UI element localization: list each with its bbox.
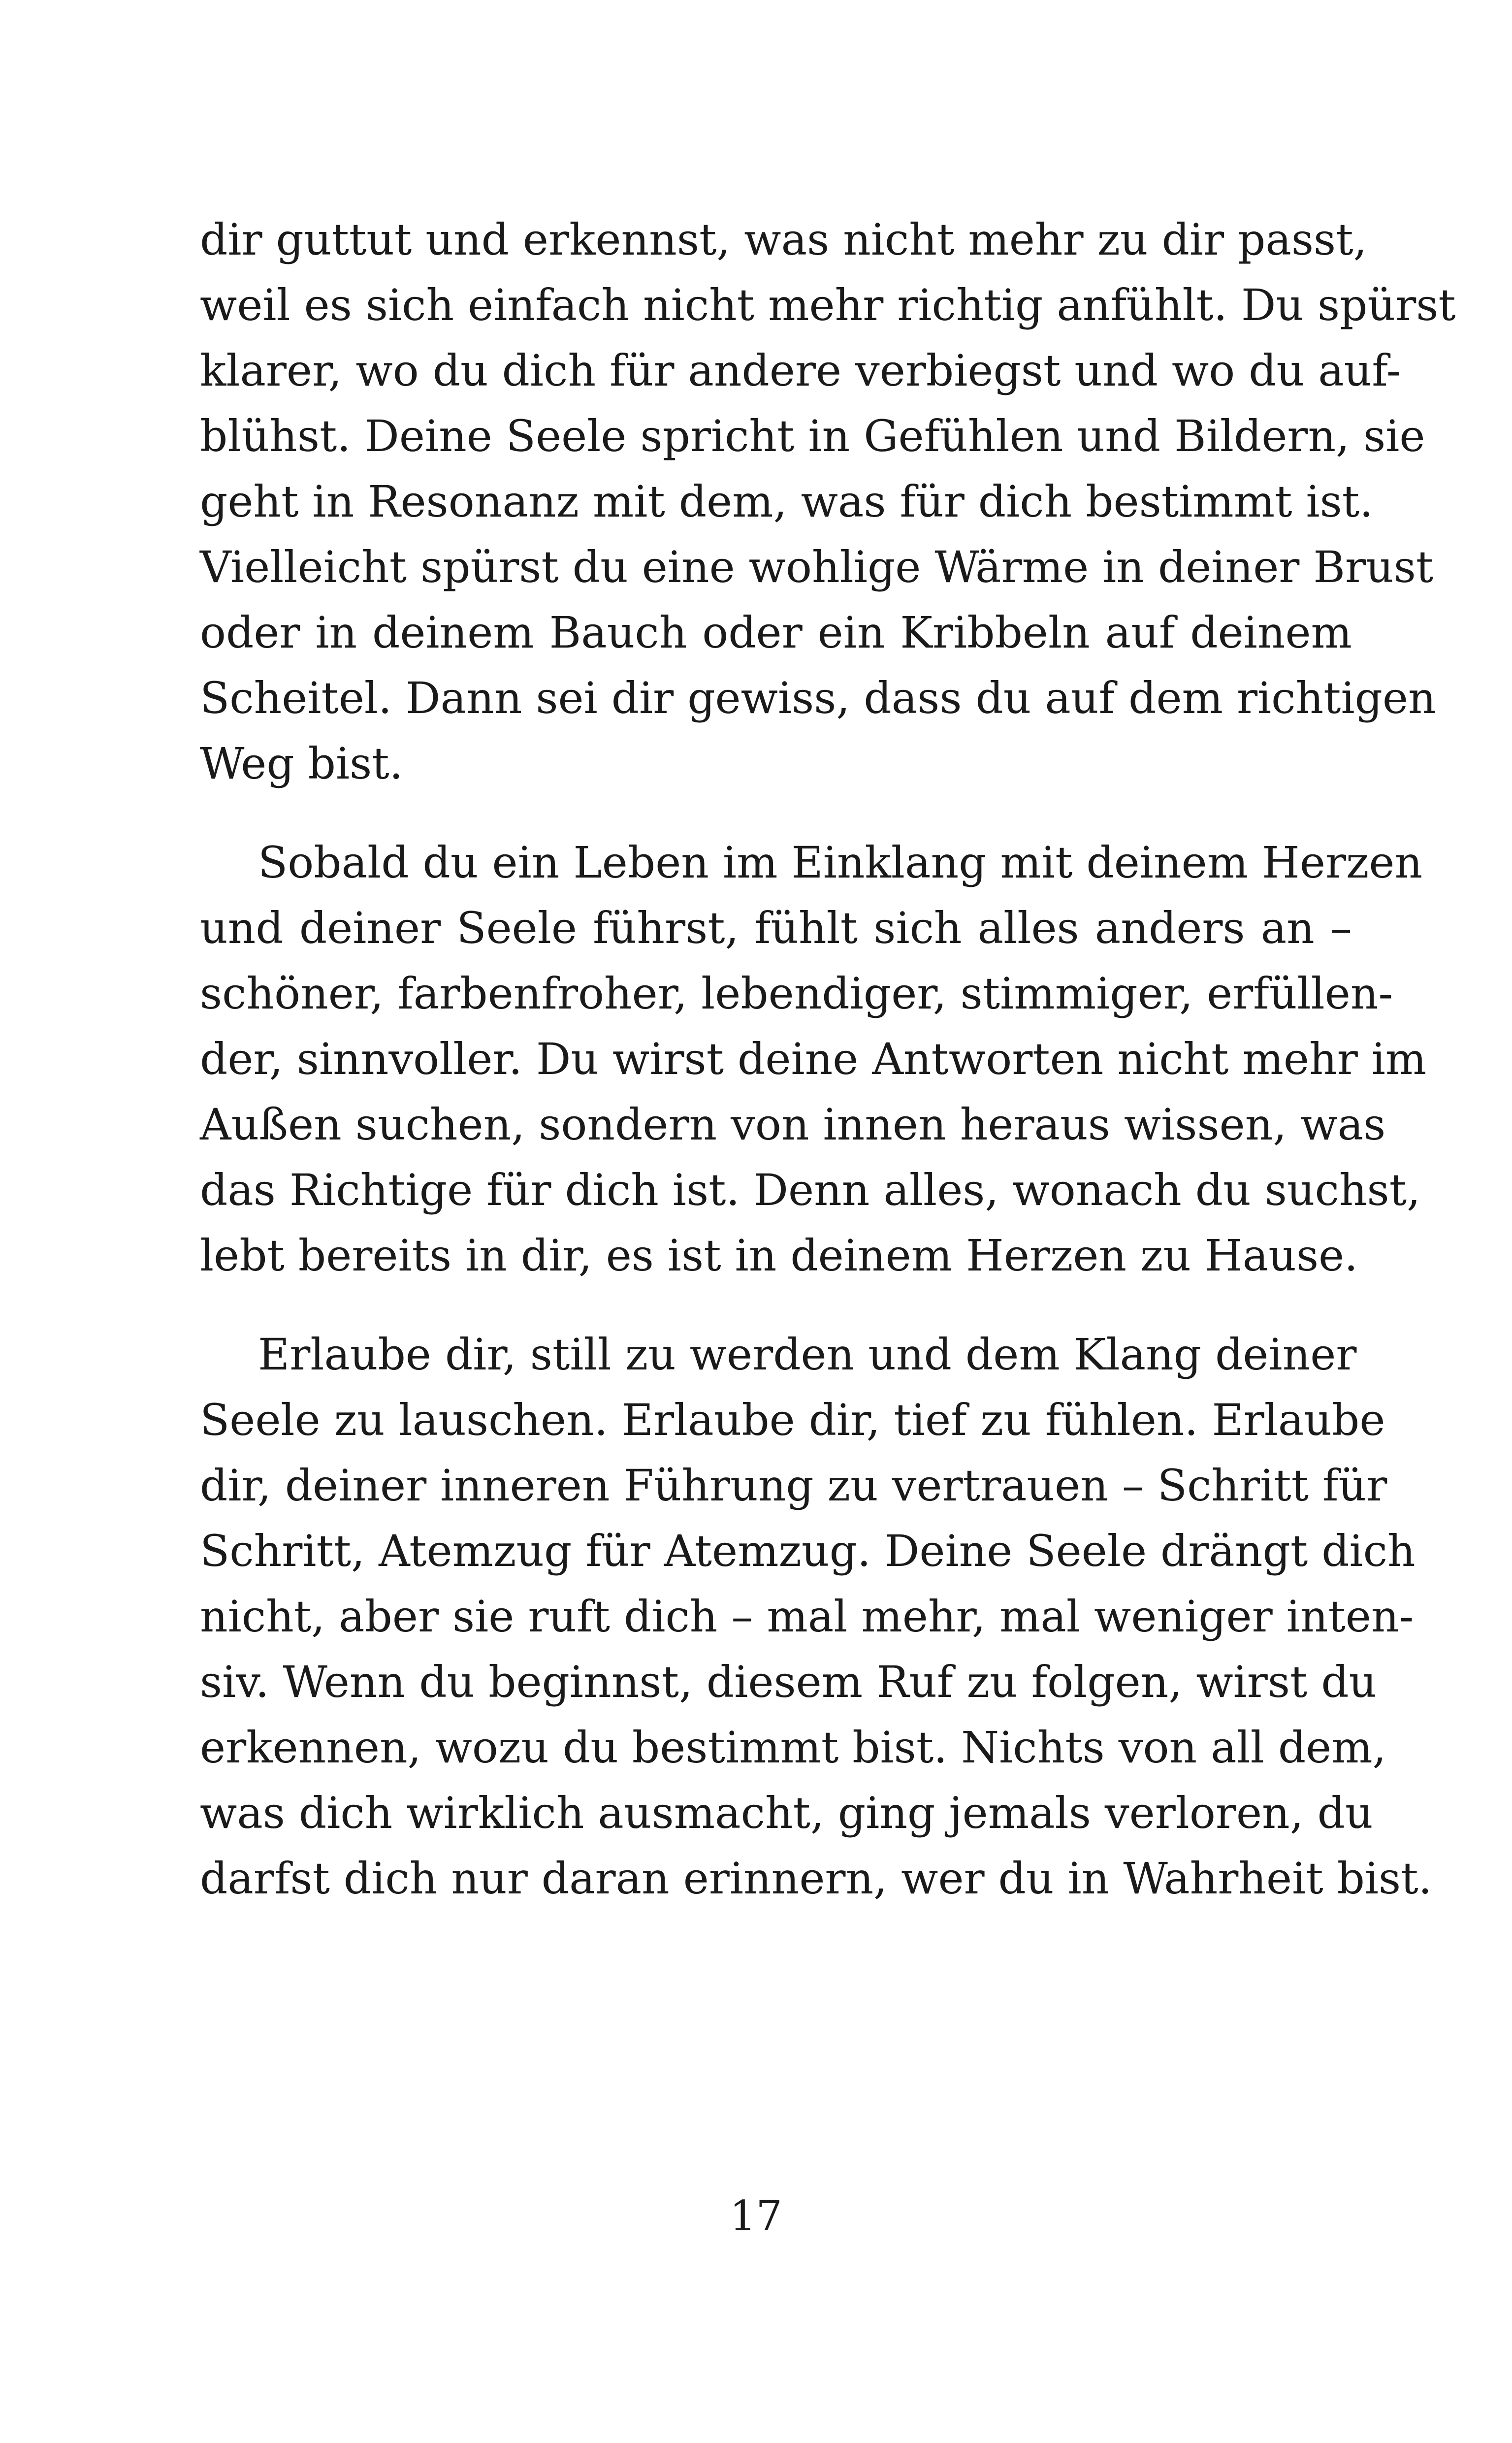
text-line: darfst dich nur daran erinnern, wer du in Wahrheit bist. [200, 1853, 1432, 1904]
text-line: und deiner Seele führst, fühlt sich alles anders an – [200, 903, 1352, 953]
page-number: 17 [730, 2192, 782, 2240]
text-line: Sobald du ein Leben im Einklang mit deinem Herzen [258, 837, 1423, 888]
text-line: Scheitel. Dann sei dir gewiss, dass du auf dem richtigen [200, 673, 1436, 723]
text-line: das Richtige für dich ist. Denn alles, wonach du suchst, [200, 1165, 1421, 1215]
text-line: geht in Resonanz mit dem, was für dich bestimmt ist. [200, 476, 1374, 527]
text-line: was dich wirklich ausmacht, ging jemals verloren, du [200, 1788, 1373, 1838]
text-line: siv. Wenn du beginnst, diesem Ruf zu folgen, wirst du [200, 1657, 1377, 1707]
text-line: Schritt, Atemzug für Atemzug. Deine Seele drängt dich [200, 1526, 1415, 1576]
text-line: erkennen, wozu du bestimmt bist. Nichts von all dem, [200, 1722, 1386, 1773]
paragraph-3 [200, 1322, 1432, 1911]
text-line: schöner, farbenfroher, lebendiger, stimmiger, erfüllen- [200, 968, 1393, 1019]
text-line: nicht, aber sie ruft dich – mal mehr, mal weniger inten- [200, 1591, 1414, 1642]
paragraph-2 [200, 830, 1427, 1288]
book-page-body [200, 207, 1456, 1911]
text-line: der, sinnvoller. Du wirst deine Antworten nicht mehr im [200, 1034, 1427, 1084]
text-line: oder in deinem Bauch oder ein Kribbeln auf deinem [200, 607, 1352, 658]
text-line: blühst. Deine Seele spricht in Gefühlen und Bildern, sie [200, 411, 1425, 461]
text-line: weil es sich einfach nicht mehr richtig anfühlt. Du spürst [200, 280, 1456, 330]
text-line: Weg bist. [200, 738, 403, 789]
text-line: dir, deiner inneren Führung zu vertrauen – Schritt für [200, 1460, 1387, 1511]
text-line: dir guttut und erkennst, was nicht mehr zu dir passt, [200, 214, 1367, 265]
text-line: Seele zu lauschen. Erlaube dir, tief zu fühlen. Erlaube [200, 1395, 1385, 1445]
text-line: klarer, wo du dich für andere verbiegst und wo du auf- [200, 345, 1401, 396]
text-line: Erlaube dir, still zu werden und dem Klang deiner [258, 1329, 1357, 1380]
text-line: lebt bereits in dir, es ist in deinem Herzen zu Hause. [200, 1230, 1358, 1281]
text-line: Außen suchen, sondern von innen heraus wissen, was [200, 1099, 1386, 1150]
paragraph-1 [200, 207, 1456, 796]
text-line: Vielleicht spürst du eine wohlige Wärme in deiner Brust [200, 542, 1434, 592]
